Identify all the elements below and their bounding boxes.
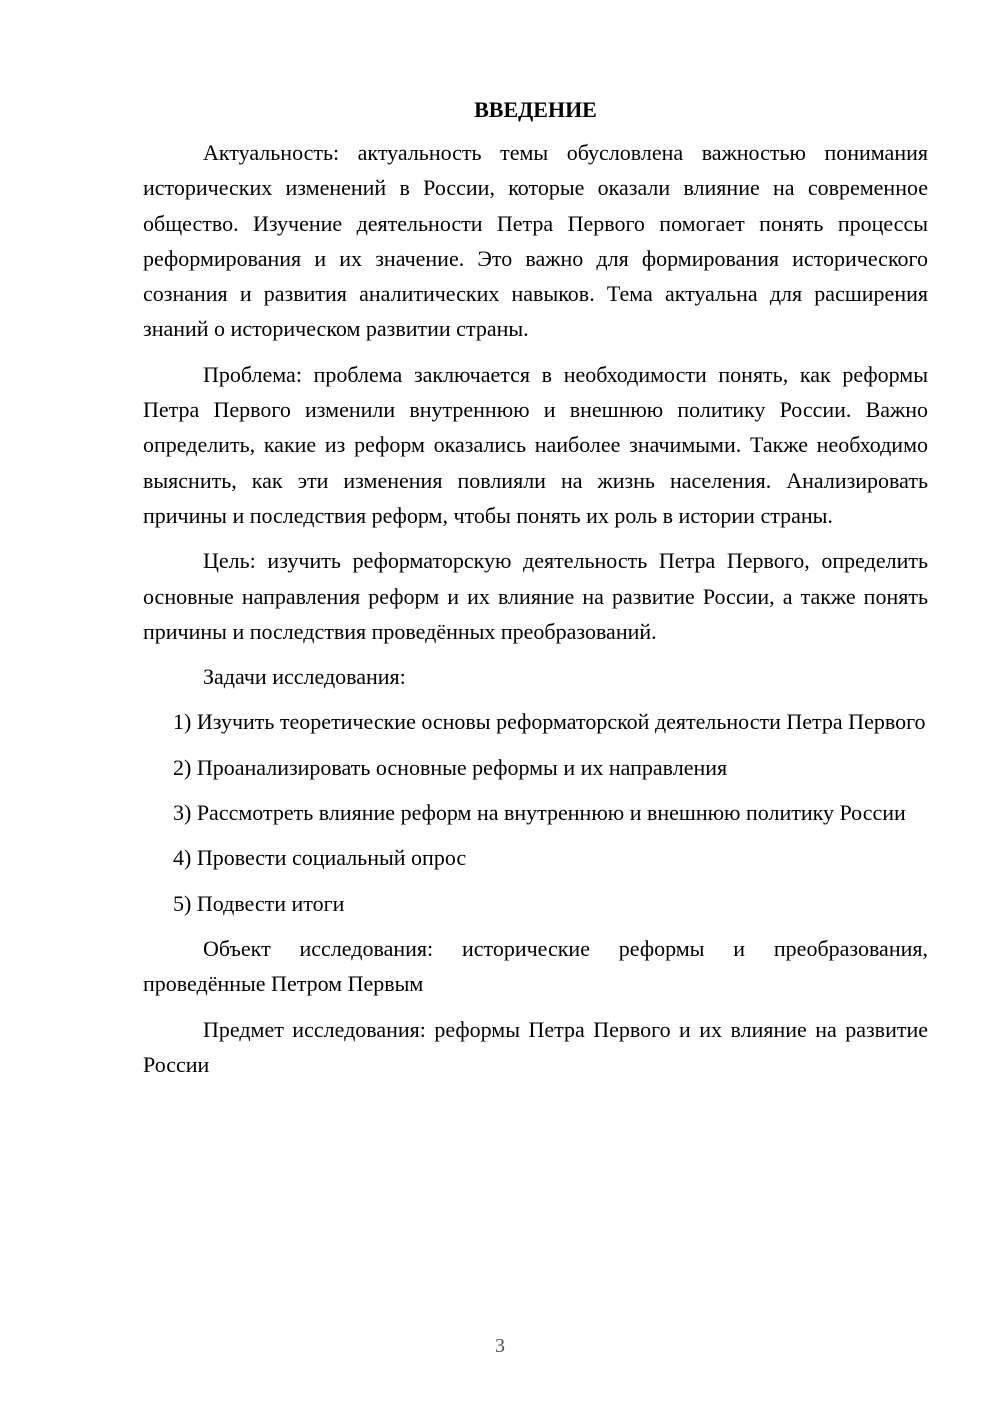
task-item: 3) Рассмотреть влияние реформ на внутреннюю и внешнюю политику России [173,800,906,826]
paragraph-research-object: Объект исследования: исторические реформы и преобразования, проведённые Петром Первым [143,935,928,997]
paragraph-relevance: Актуальность: актуальность темы обусловлена важностью понимания исторических изменений в России, которые оказали влияние на современное общество. Изучение деятельности Петра Первого помогает понять процессы реформирования и их значение. Это важно для формирования исторического сознания и развития аналитических навыков. Тема актуальна для расширения знаний о историческом развитии страны. [143,140,928,342]
paragraph-goal: Цель: изучить реформаторскую деятельность Петра Первого, определить основные направления реформ и их влияние на развитие России, а также понять причины и последствия проведённых преобразований. [143,548,928,644]
task-item: 2) Проанализировать основные реформы и их направления [173,754,728,780]
task-item: 4) Провести социальный опрос [173,845,467,871]
task-item: 1) Изучить теоретические основы реформаторской деятельности Петра Первого [173,709,926,735]
section-heading: ВВЕДЕНИЕ [474,97,597,122]
page-number: 3 [495,1335,505,1357]
paragraph-research-subject: Предмет исследования: реформы Петра Первого и их влияние на развитие России [143,1016,928,1077]
paragraph-tasks-title: Задачи исследования: [203,664,406,690]
task-item: 5) Подвести итоги [173,890,345,916]
paragraph-problem: Проблема: проблема заключается в необходимости понять, как реформы Петра Первого изменили внутреннюю и внешнюю политику России. Важно определить, какие из реформ оказались наиболее значимыми. Также необходимо выяснить, как эти изменения повлияли на жизнь населения. Анализировать причины и последствия реформ, чтобы понять их роль в истории страны. [143,361,928,528]
